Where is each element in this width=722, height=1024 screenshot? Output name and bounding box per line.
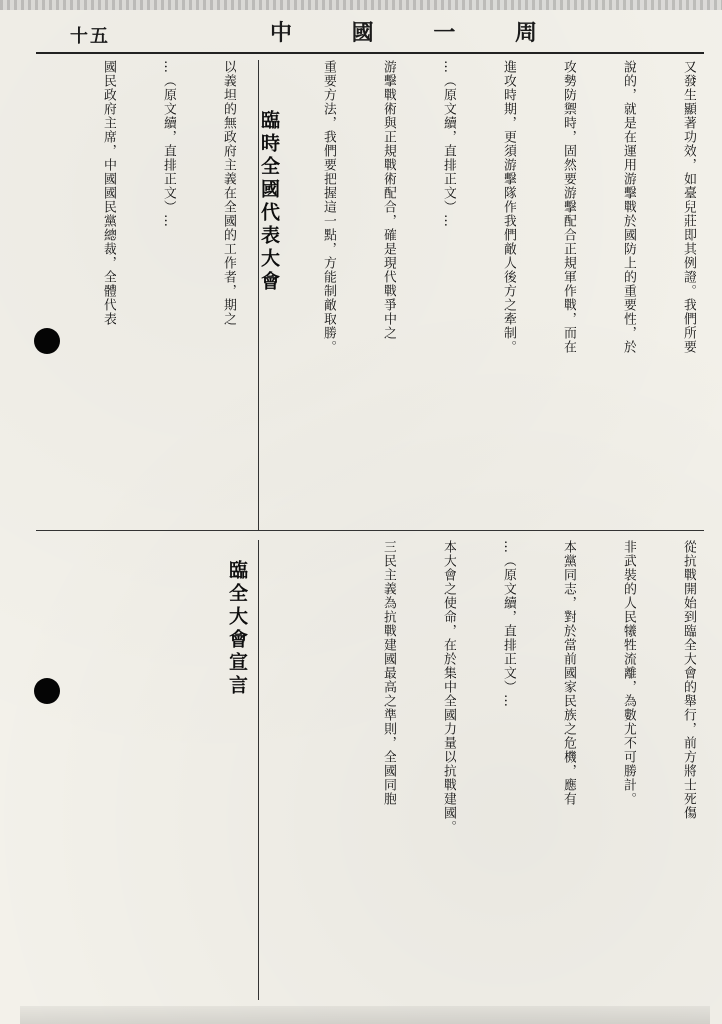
article-column: 游擊戰術與正規戰術配合，確是現代戰爭中之 [381, 60, 396, 340]
article-title: 臨全大會宣言 [226, 560, 248, 698]
top-border [0, 0, 722, 10]
article-column: …（原文續，直排正文）… [501, 540, 516, 708]
masthead-title: 中 國 一 周 [270, 20, 563, 46]
punch-hole [34, 328, 60, 354]
article-column: …（原文續，直排正文）… [161, 60, 176, 228]
article-column: 三民主義為抗戰建國最高之準則，全國同胞 [381, 540, 396, 806]
punch-hole [34, 678, 60, 704]
article-column: 重要方法，我們要把握這一點，方能制敵取勝。 [321, 60, 336, 354]
article-column: 以義坦的無政府主義在全國的工作者，期之 [221, 60, 236, 326]
article-column: …（原文續，直排正文）… [441, 60, 456, 228]
article-column: 本黨同志，對於當前國家民族之危機，應有 [561, 540, 576, 806]
article-title: 臨時全國代表大會 [258, 110, 280, 294]
article-column: 又發生顯著功效，如臺兒莊即其例證。我們所要 [681, 60, 696, 354]
column-rule [258, 540, 259, 1000]
article-column: 本大會之使命，在於集中全國力量以抗戰建國。 [441, 540, 456, 834]
article-column: 說的，就是在運用游擊戰於國防上的重要性，於 [621, 60, 636, 354]
article-column: 從抗戰開始到臨全大會的舉行，前方將士死傷 [681, 540, 696, 820]
article-column: 進攻時期，更須游擊隊作我們敵人後方之牽制。 [501, 60, 516, 354]
article-column: 攻勢防禦時，固然要游擊配合正規軍作戰，而在 [561, 60, 576, 354]
article-column: 國民政府主席，中國國民黨總裁，全體代表 [101, 60, 116, 326]
column-rule [36, 530, 704, 531]
article-column: 非武裝的人民犧牲流離，為數尤不可勝計。 [621, 540, 636, 806]
page-number: 十五 [70, 26, 110, 47]
bottom-shade [20, 1006, 710, 1024]
header-rule [36, 52, 704, 54]
